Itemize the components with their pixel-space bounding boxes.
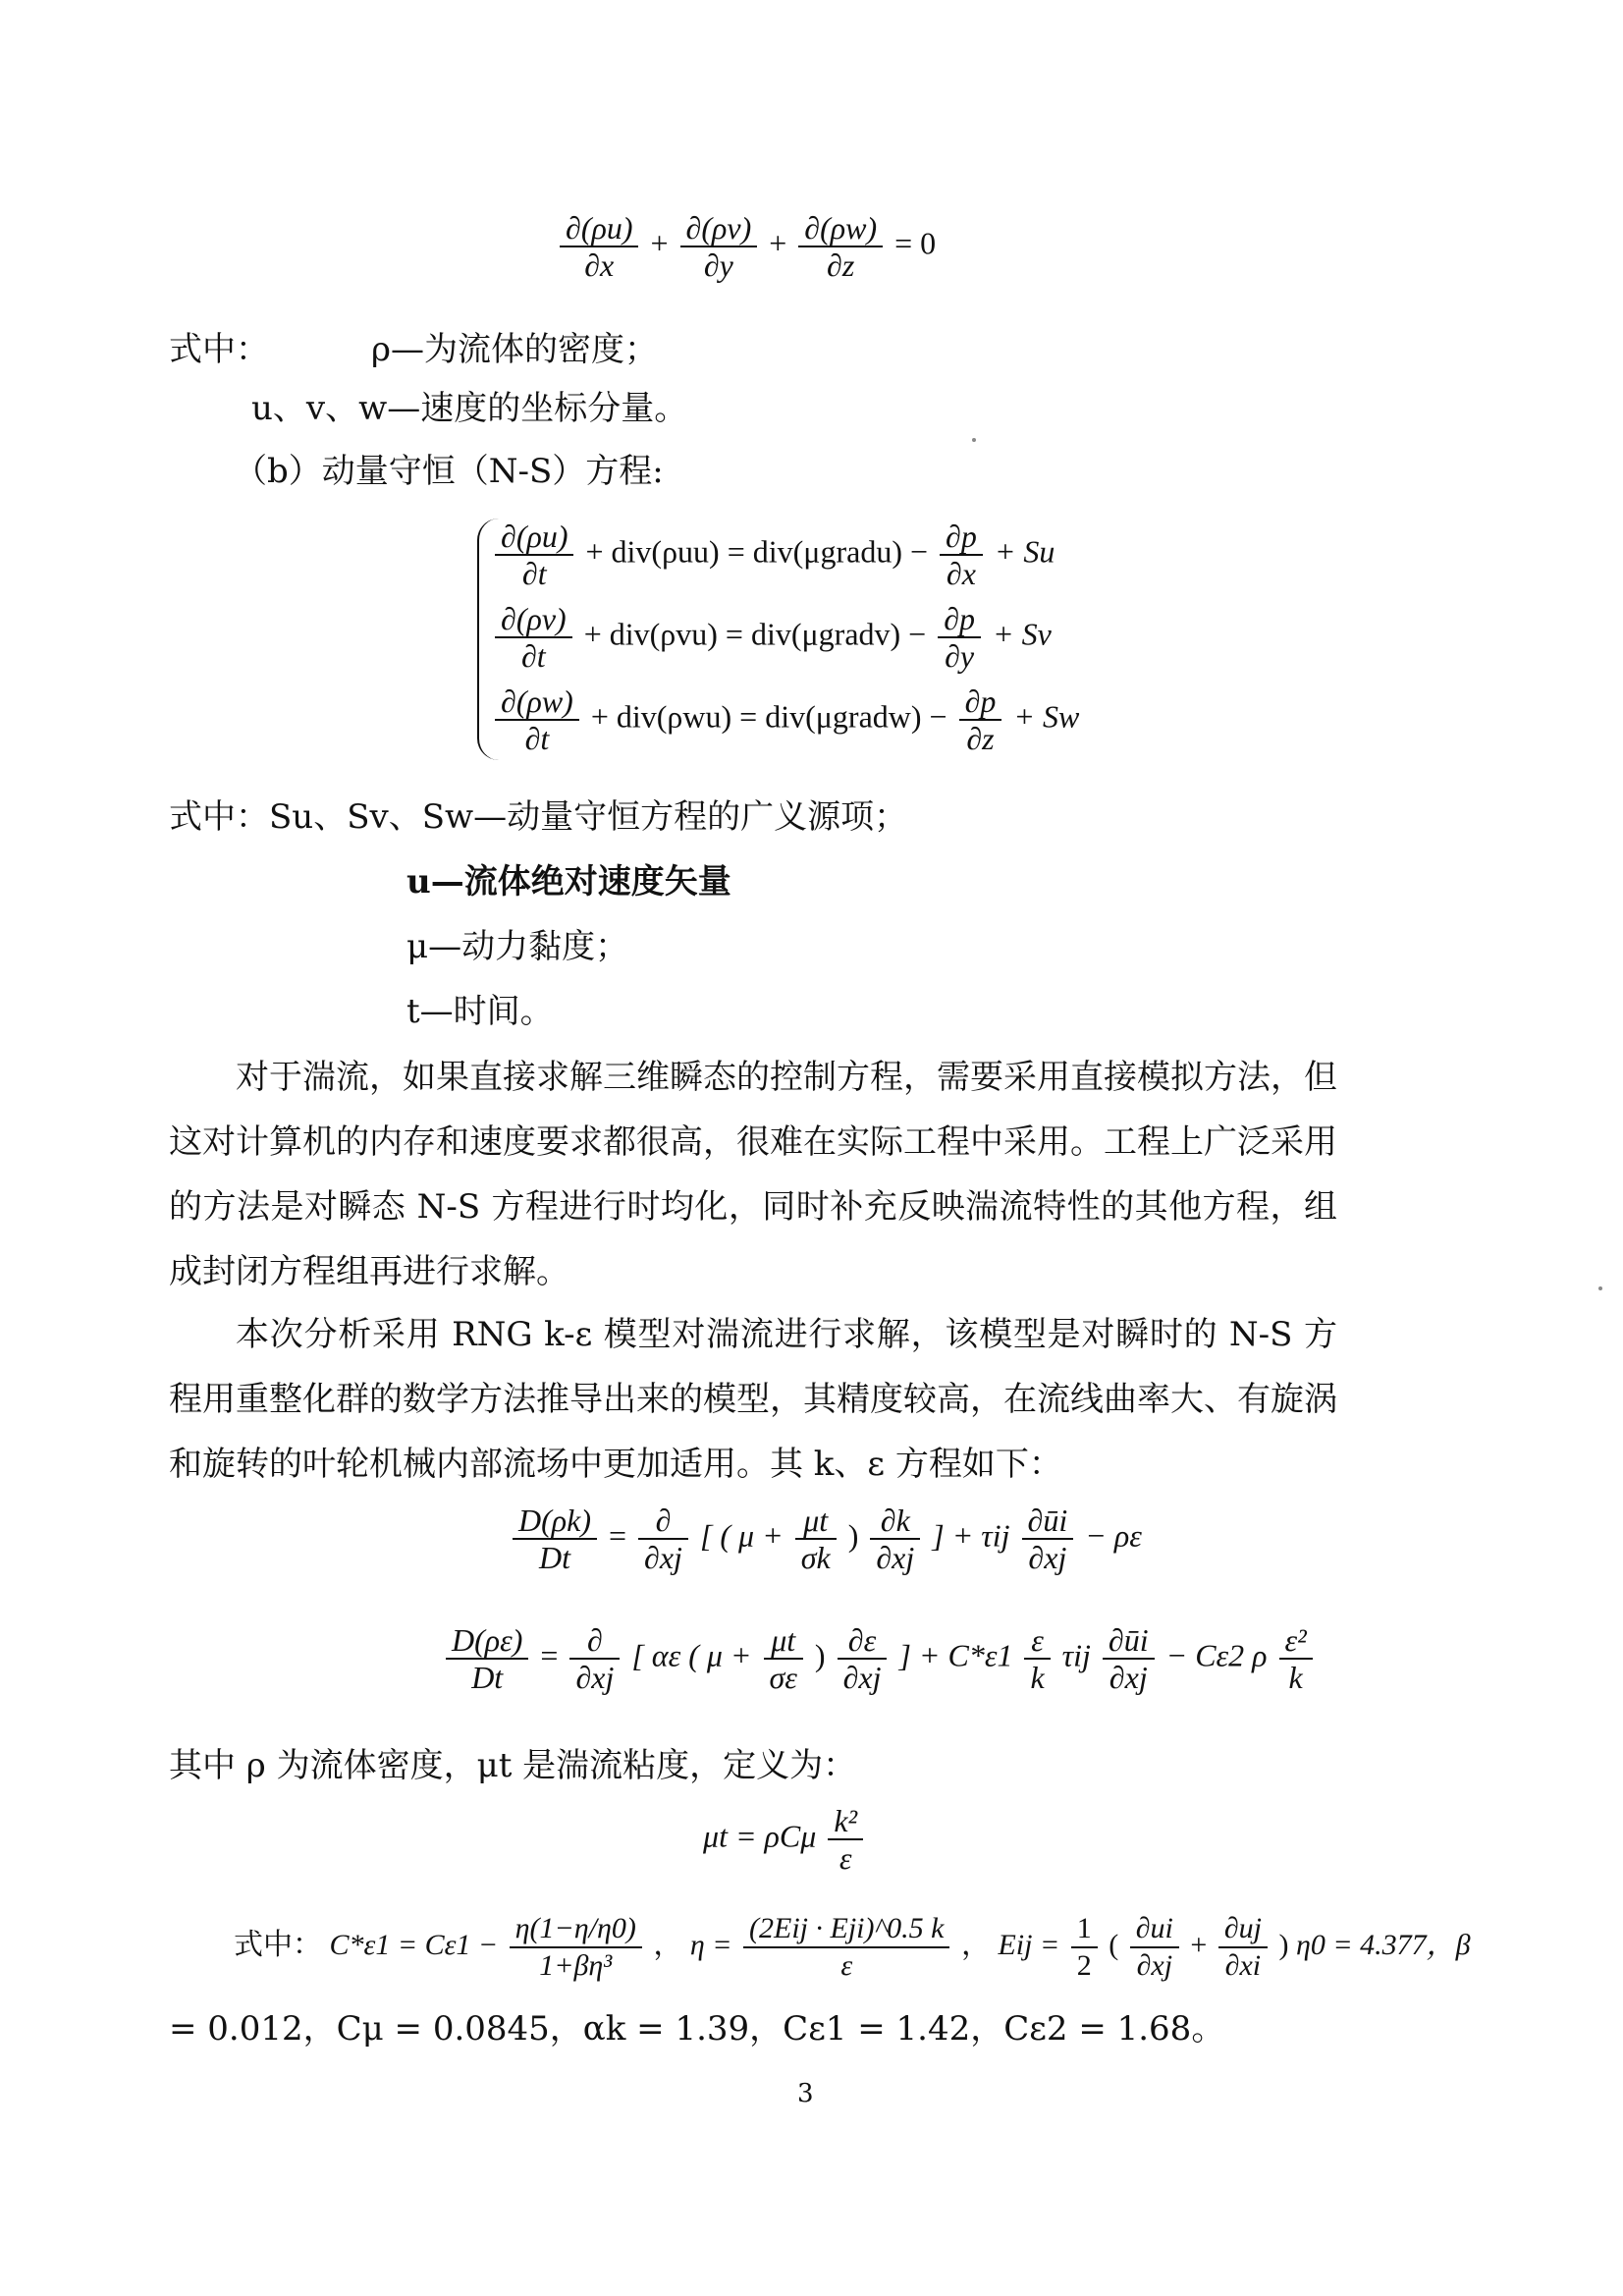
ns-equation-w: $\frac{\partial(\rho w)}{\partial t}$ + div(ρwu) = div(μgradw) − $\frac{\partial p}{\partial z}$ + Sw — [491, 683, 1079, 756]
fraction: $\frac{\partial(\rho u)}{\partial x}$ — [560, 210, 638, 283]
k-equation: $\frac{D(\rho k)}{Dt}$ = $\frac{\partial}{\partial xj}$ [ ( μ + $\frac{\mu t}{\sigma k}$ ) $\frac{\partial k}{\partial xj}$ ] + τij $\frac{\partial ūi}{\partial xj}$ − ρε — [509, 1503, 1142, 1575]
turbulent-viscosity-intro: 其中 ρ 为流体密度，μt 是湍流粘度，定义为： — [169, 1746, 857, 1785]
model-constants-equation: 式中： C*ε1 = Cε1 − $\frac{\eta(1-\eta/\eta 0)}{\text{1+βη³}}$ ， η = $\frac{\text{(2Eij · Eji)\textasciicircum{}0.5 k}}{\varepsilon}$ ， Eij = $\frac{1}{2}$ ( $\frac{\partial ui}{\partial xj}$ + $\frac{\partial uj}{\partial xi}$ ) η0 = 4.377，β — [234, 1912, 1471, 1982]
model-constants-values: = 0.012，Cμ = 0.0845，αk = 1.39，Cε1 = 1.42，Cε2 = 1.68。 — [169, 2009, 1225, 2049]
rho-definition: ρ—为流体的密度； — [371, 330, 658, 369]
paragraph-turbulence: 对于湍流，如果直接求解三维瞬态的控制方程，需要采用直接模拟方法，但这对计算机的内存和速度要求都很高，很难在实际工程中采用。工程上广泛采用的方法是对瞬态 N-S 方程进行时均化，同时补充反映湍流特性的其他方程，组成封闭方程组再进行求解。 — [169, 1058, 1337, 1291]
continuity-equation: $\frac{\partial(\rho u)}{\partial x}$ + $\frac{\partial(\rho v)}{\partial y}$ + $\frac{\partial(\rho w)}{\partial z}$ = 0 — [556, 210, 936, 283]
ns-equation-u: $\frac{\partial(\rho u)}{\partial t}$ + div(ρuu) = div(μgradu) − $\frac{\partial p}{\partial x}$ + Su — [491, 519, 1055, 591]
where-label: 式中： — [169, 330, 269, 369]
page-number: 3 — [797, 2079, 814, 2108]
turbulent-viscosity-equation: μt = ρCμ $\frac{\text{k²}}{\varepsilon}$ — [703, 1803, 867, 1876]
paragraph-rng-model: 本次分析采用 RNG k-ε 模型对湍流进行求解，该模型是对瞬时的 N-S 方程用重整化群的数学方法推导出来的模型，其精度较高，在流线曲率大、有旋涡和旋转的叶轮机械内部流场中更加适用。其 k、ε 方程如下： — [169, 1315, 1337, 1484]
source-terms-definition: 式中：Su、Sv、Sw—动量守恒方程的广义源项； — [169, 797, 908, 837]
time-definition: t—时间。 — [406, 992, 554, 1031]
fraction: $\frac{\partial(\rho w)}{\partial z}$ — [798, 210, 883, 283]
viscosity-definition: μ—动力黏度； — [406, 927, 629, 966]
velocity-components-definition: u、v、w—速度的坐标分量。 — [251, 389, 688, 428]
ns-equation-v: $\frac{\partial(\rho v)}{\partial t}$ + div(ρvu) = div(μgradv) − $\frac{\partial p}{\partial y}$ + Sv — [491, 601, 1052, 674]
scan-speck — [972, 438, 976, 442]
epsilon-equation: $\frac{D(\rho\varepsilon)}{Dt}$ = $\frac{\partial}{\partial xj}$ [ αε ( μ + $\frac{\mu t}{\sigma\varepsilon}$ ) $\frac{\partial\varepsilon}{\partial xj}$ ] + C*ε1 $\frac{\varepsilon}{k}$ τij $\frac{\partial ūi}{\partial xj}$ − Cε2 ρ $\frac{\text{ε²}}{k}$ — [442, 1622, 1317, 1695]
velocity-vector-definition: u—流体绝对速度矢量 — [406, 862, 731, 902]
scan-speck — [1598, 1286, 1602, 1290]
section-heading-b: （b）动量守恒（N-S）方程: — [234, 452, 664, 491]
fraction: $\frac{\partial(\rho v)}{\partial y}$ — [680, 210, 758, 283]
